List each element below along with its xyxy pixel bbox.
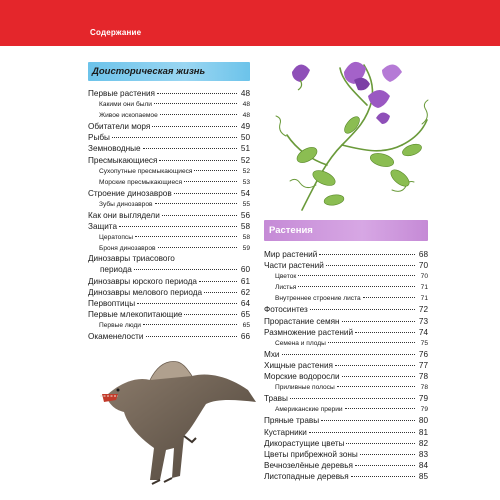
toc-entry-page: 48 xyxy=(242,112,250,120)
toc-entry-page: 56 xyxy=(240,211,250,221)
toc-entry xyxy=(88,243,250,254)
toc-entry-label: Какими они были xyxy=(99,101,152,109)
toc-entry xyxy=(264,293,428,304)
toc-entry-label: Вечнозелёные деревья xyxy=(264,460,353,470)
toc-leader-dots xyxy=(194,170,237,171)
toc-entry-page: 48 xyxy=(242,101,250,109)
toc-leader-dots xyxy=(290,398,415,399)
toc-entry-label: Хищные растения xyxy=(264,360,333,370)
toc-entry xyxy=(88,121,250,132)
toc-entry-label: Земноводные xyxy=(88,144,141,154)
toc-leader-dots xyxy=(157,93,237,94)
toc-entry-page: 73 xyxy=(418,316,428,326)
toc-leader-dots xyxy=(363,297,415,298)
toc-leader-dots xyxy=(137,303,237,304)
toc-entry-label: Окаменелости xyxy=(88,332,144,342)
toc-entry-page: 75 xyxy=(420,339,428,347)
toc-entry-page: 54 xyxy=(240,188,250,198)
toc-leader-dots xyxy=(152,126,237,127)
toc-entry-label: Внутреннее строение листа xyxy=(275,295,361,303)
toc-entry xyxy=(88,177,250,188)
toc-entry-page: 62 xyxy=(240,287,250,297)
toc-entry xyxy=(264,327,428,338)
toc-entry-label: Как они выглядели xyxy=(88,211,160,221)
toc-entry-page: 74 xyxy=(418,327,428,337)
toc-entry-label: Первые растения xyxy=(88,89,155,98)
section-heading-prehistoric: Доисторическая жизнь xyxy=(88,62,250,81)
toc-entry-label: Прорастание семян xyxy=(264,316,340,326)
toc-leader-dots xyxy=(309,432,415,433)
toc-entry-label: Пресмыкающиеся xyxy=(88,155,158,165)
toc-leader-dots xyxy=(134,269,237,270)
toc-leader-dots xyxy=(199,281,237,282)
toc-entry-page: 76 xyxy=(418,349,428,359)
toc-entry-label: Живое ископаемое xyxy=(99,112,158,120)
toc-entry xyxy=(264,382,428,393)
toc-entry-label: Первые люди xyxy=(99,321,141,329)
toc-entry xyxy=(88,166,250,177)
toc-entry-page: 70 xyxy=(420,273,428,281)
toc-entry xyxy=(264,338,428,349)
toc-entry xyxy=(88,155,250,166)
toc-entry-page: 78 xyxy=(420,384,428,392)
toc-leader-dots xyxy=(351,476,415,477)
toc-entry-page: 53 xyxy=(242,178,250,186)
toc-entry xyxy=(88,276,250,287)
toc-entry xyxy=(88,110,250,121)
toc-entry-label: Обитатели моря xyxy=(88,122,151,132)
section-heading-plants: Растения xyxy=(264,220,428,241)
pea-flower-icon xyxy=(292,62,402,124)
toc-entry-page: 68 xyxy=(418,250,428,259)
toc-entry-label: Защита xyxy=(88,222,118,232)
toc-entry xyxy=(264,316,428,327)
toc-leader-dots xyxy=(355,465,415,466)
toc-entry-label: Строение динозавров xyxy=(88,188,172,198)
toc-entry-label: Цератопсы xyxy=(99,234,133,242)
toc-entry-page: 52 xyxy=(242,167,250,175)
toc-leader-dots xyxy=(298,275,415,276)
toc-leader-dots xyxy=(346,443,415,444)
toc-entry xyxy=(264,360,428,371)
pea-plant-illustration xyxy=(272,50,437,215)
toc-entry xyxy=(264,460,428,471)
toc-entry-label: Динозавры мелового периода xyxy=(88,287,203,297)
toc-entry-page: 70 xyxy=(418,261,428,271)
section-prehistoric xyxy=(88,62,250,342)
toc-entry-label: Фотосинтез xyxy=(264,305,308,315)
toc-entry xyxy=(264,260,428,271)
toc-entry-page: 85 xyxy=(418,471,428,481)
toc-entry-page: 48 xyxy=(240,89,250,98)
toc-entry-page: 50 xyxy=(240,133,250,143)
toc-entry xyxy=(88,320,250,331)
toc-entry-label: Листья xyxy=(275,284,297,292)
toc-leader-dots xyxy=(160,114,237,115)
toc-entry-label: Сухопутные пресмыкающиеся xyxy=(99,167,193,175)
toc-leader-dots xyxy=(159,160,237,161)
toc-entry-label-cont: периода xyxy=(100,265,132,274)
toc-entry-label: Листопадные деревья xyxy=(264,471,349,481)
toc-leader-dots xyxy=(298,286,415,287)
toc-leader-dots xyxy=(319,254,415,255)
toc-leader-dots xyxy=(184,181,237,182)
toc-leader-dots xyxy=(345,408,415,409)
toc-leader-dots xyxy=(119,226,237,227)
toc-entry-label: Травы xyxy=(264,394,288,404)
toc-entry-label: Американские прерии xyxy=(275,406,343,414)
toc-entry-page: 82 xyxy=(418,438,428,448)
toc-entry xyxy=(264,449,428,460)
toc-entry-page: 71 xyxy=(420,295,428,303)
toc-leader-dots xyxy=(342,321,415,322)
toc-entry xyxy=(88,232,250,243)
toc-list-plants xyxy=(264,249,428,482)
toc-leader-dots xyxy=(310,309,415,310)
toc-entry xyxy=(264,304,428,315)
toc-entry-label: Мхи xyxy=(264,349,280,359)
toc-entry xyxy=(264,349,428,360)
toc-entry-page: 65 xyxy=(240,309,250,319)
toc-entry xyxy=(264,249,428,260)
toc-entry xyxy=(88,309,250,320)
dinosaur-illustration xyxy=(88,350,260,490)
toc-entry xyxy=(88,143,250,154)
toc-entry-label: Рыбы xyxy=(88,133,110,143)
toc-entry-page: 51 xyxy=(240,144,250,154)
toc-entry xyxy=(88,99,250,110)
toc-entry-label: Морские пресмыкающиеся xyxy=(99,178,183,186)
toc-entry-label: Первые млекопитающие xyxy=(88,309,183,319)
toc-entry xyxy=(88,287,250,298)
toc-leader-dots xyxy=(328,342,415,343)
toc-entry xyxy=(264,404,428,415)
toc-entry-page: 64 xyxy=(240,298,250,308)
toc-entry xyxy=(264,393,428,404)
toc-entry xyxy=(88,88,250,99)
toc-entry xyxy=(88,188,250,199)
toc-leader-dots xyxy=(162,215,237,216)
toc-entry-label: Зубы динозавров xyxy=(99,200,153,208)
toc-entry-label: Броня динозавров xyxy=(99,245,156,253)
toc-leader-dots xyxy=(135,236,237,237)
page-title: Содержание xyxy=(90,28,142,37)
toc-entry-label: Приливные полосы xyxy=(275,384,335,392)
toc-entry-page: 81 xyxy=(418,427,428,437)
toc-entry-page: 72 xyxy=(418,305,428,315)
toc-entry-page: 58 xyxy=(240,222,250,232)
toc-entry-page: 80 xyxy=(418,416,428,426)
toc-entry-page: 65 xyxy=(242,321,250,329)
toc-entry-label: Цветы прибрежной зоны xyxy=(264,449,358,459)
toc-entry-page: 78 xyxy=(418,372,428,382)
toc-entry xyxy=(264,271,428,282)
toc-entry-page: 77 xyxy=(418,360,428,370)
toc-entry-page: 52 xyxy=(240,155,250,165)
toc-entry-page: 58 xyxy=(242,234,250,242)
toc-leader-dots xyxy=(342,376,415,377)
toc-entry-label: Динозавры триасового xyxy=(88,254,175,264)
toc-entry-label: Морские водоросли xyxy=(264,372,340,382)
toc-entry-page: 60 xyxy=(240,265,250,274)
toc-entry-page: 66 xyxy=(240,332,250,342)
toc-leader-dots xyxy=(146,336,237,337)
toc-entry xyxy=(264,427,428,438)
toc-entry-page: 61 xyxy=(240,276,250,286)
toc-entry xyxy=(88,210,250,221)
toc-entry xyxy=(264,471,428,482)
toc-entry xyxy=(264,371,428,382)
header-band xyxy=(0,0,500,46)
toc-leader-dots xyxy=(204,292,237,293)
toc-entry xyxy=(264,415,428,426)
toc-entry-label: Семена и плоды xyxy=(275,339,326,347)
toc-entry-page: 84 xyxy=(418,460,428,470)
toc-entry-page: 83 xyxy=(418,449,428,459)
toc-entry-page: 71 xyxy=(420,284,428,292)
toc-leader-dots xyxy=(174,193,237,194)
toc-entry xyxy=(88,331,250,342)
toc-leader-dots xyxy=(155,203,238,204)
toc-leader-dots xyxy=(143,148,237,149)
toc-leader-dots xyxy=(335,365,415,366)
toc-entry-label: Пряные травы xyxy=(264,416,320,426)
toc-leader-dots xyxy=(158,247,237,248)
toc-entry xyxy=(88,254,250,275)
toc-entry-label: Мир растений xyxy=(264,250,318,259)
toc-leader-dots xyxy=(337,386,415,387)
toc-entry-page: 59 xyxy=(242,245,250,253)
toc-entry-page: 79 xyxy=(418,394,428,404)
toc-entry-label: Цветок xyxy=(275,273,297,281)
toc-entry-page: 55 xyxy=(242,200,250,208)
toc-leader-dots xyxy=(321,420,415,421)
toc-leader-dots xyxy=(360,454,415,455)
toc-entry-label: Части растений xyxy=(264,261,324,271)
toc-entry xyxy=(88,221,250,232)
toc-leader-dots xyxy=(112,137,237,138)
toc-entry-page: 79 xyxy=(420,406,428,414)
toc-entry-label: Динозавры юрского периода xyxy=(88,276,197,286)
toc-entry-page: 49 xyxy=(240,122,250,132)
toc-leader-dots xyxy=(143,324,237,325)
toc-entry-label: Кустарники xyxy=(264,427,307,437)
toc-leader-dots xyxy=(282,354,416,355)
toc-entry-label: Размножение растений xyxy=(264,327,354,337)
toc-leader-dots xyxy=(355,332,415,333)
toc-leader-dots xyxy=(184,314,237,315)
toc-entry xyxy=(264,438,428,449)
toc-entry xyxy=(264,282,428,293)
toc-entry-label: Первоптицы xyxy=(88,298,136,308)
toc-entry xyxy=(88,298,250,309)
toc-entry-label: Дикорастущие цветы xyxy=(264,438,345,448)
section-plants xyxy=(264,220,428,482)
toc-list-prehistoric xyxy=(88,88,250,342)
toc-entry xyxy=(88,199,250,210)
toc-leader-dots xyxy=(154,103,237,104)
toc-leader-dots xyxy=(326,265,415,266)
toc-entry xyxy=(88,132,250,143)
